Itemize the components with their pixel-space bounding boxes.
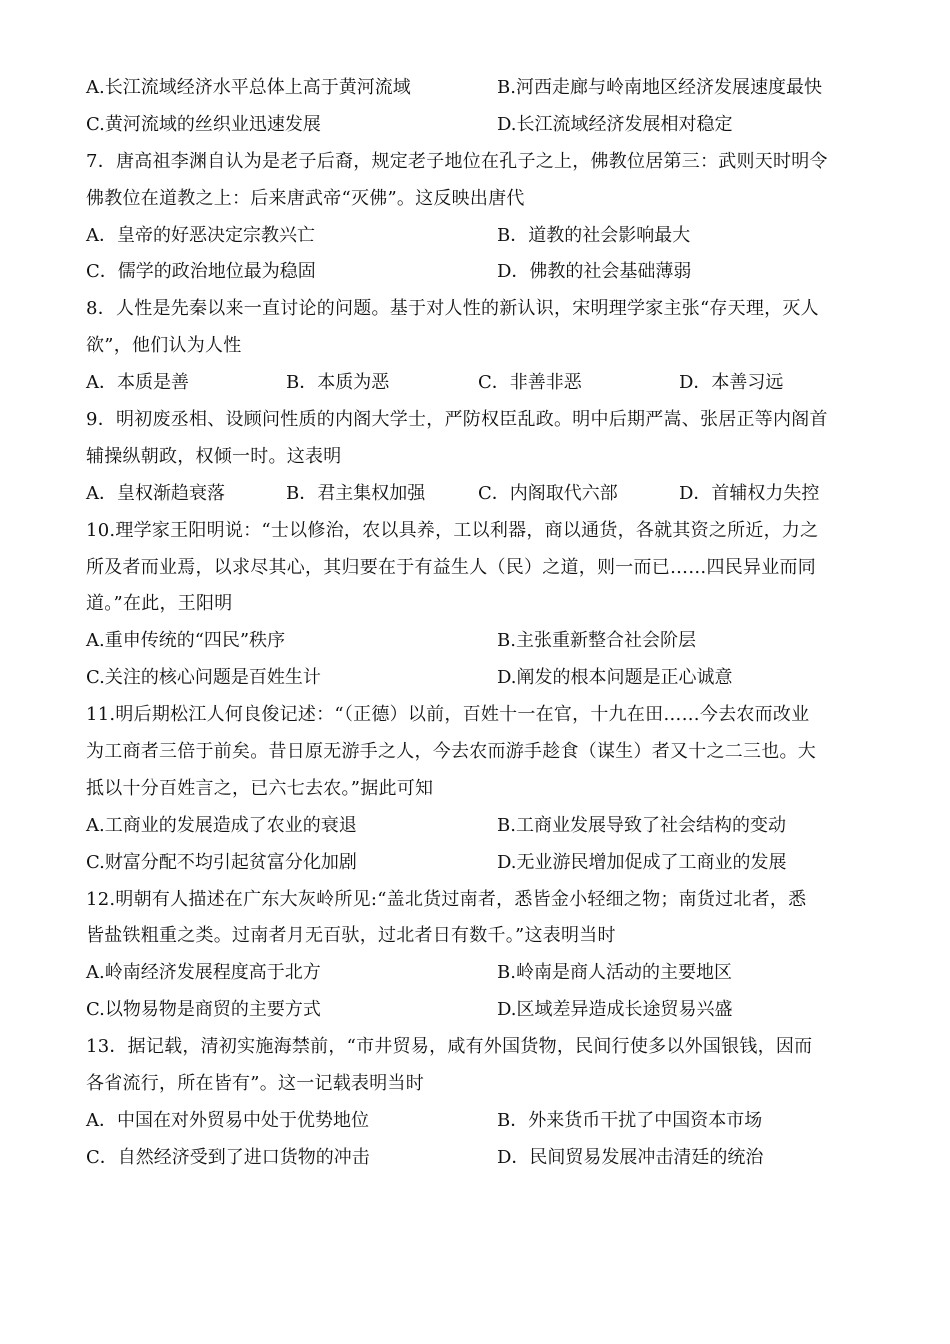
question-text-line: [86, 550, 871, 587]
question-text-line: [86, 328, 871, 365]
answer-options-row: [86, 1140, 871, 1177]
answer-option: C.以物易物是商贸的主要方式: [86, 999, 321, 1021]
exam-page: [86, 70, 871, 1177]
answer-option: D．民间贸易发展冲击清廷的统治: [497, 1146, 764, 1168]
question-text: 13．据记载，清初实施海禁前，“市井贸易，咸有外国货物，民间行使多以外国银钱，因而: [86, 1036, 813, 1058]
answer-option: A．皇权渐趋衰落: [86, 482, 225, 504]
question-text-line: [86, 586, 871, 623]
answer-option: B.主张重新整合社会阶层: [497, 630, 696, 652]
question-text: 欲”，他们认为人性: [86, 335, 242, 357]
answer-option: B．道教的社会影响最大: [497, 224, 691, 246]
answer-options-row: [86, 623, 871, 660]
question-text: 佛教位在道教之上：后来唐武帝“灭佛”。这反映出唐代: [86, 187, 525, 209]
answer-option: A．皇帝的好恶决定宗教兴亡: [86, 224, 315, 246]
answer-option: B．外来货币干扰了中国资本市场: [497, 1109, 763, 1131]
question-text: 8．人性是先秦以来一直讨论的问题。基于对人性的新认识，宋明理学家主张“存天理，灭人: [86, 298, 819, 320]
question-text-line: [86, 734, 871, 771]
answer-option: D.区域差异造成长途贸易兴盛: [497, 999, 733, 1021]
answer-option: B.河西走廊与岭南地区经济发展速度最快: [497, 77, 822, 98]
answer-option: A.工商业的发展造成了农业的衰退: [86, 814, 357, 836]
answer-options-row: [86, 476, 871, 513]
answer-option: A.长江流域经济水平总体上高于黄河流域: [86, 77, 411, 98]
question-text: 11.明后期松江人何良俊记述：“（正德）以前，百姓十一在官，十九在田……今去农而改业: [86, 704, 810, 726]
answer-options-row: [86, 955, 871, 992]
answer-option: A.重申传统的“四民”秩序: [86, 630, 286, 652]
question-text-line: [86, 291, 871, 328]
answer-option: A．中国在对外贸易中处于优势地位: [86, 1109, 369, 1131]
answer-option: C．非善非恶: [478, 372, 582, 394]
question-text: 10.理学家王阳明说：“士以修治，农以具养，工以利器，商以通货，各就其资之所近，力之: [86, 519, 819, 541]
question-text-line: [86, 513, 871, 550]
question-text-line: [86, 697, 871, 734]
question-text: 7．唐高祖李渊自认为是老子后裔，规定老子地位在孔子之上，佛教位居第三：武则天时明令: [86, 150, 828, 172]
question-text-line: [86, 918, 871, 955]
answer-option: C.黄河流域的丝织业迅速发展: [86, 113, 321, 135]
answer-option: B．君主集权加强: [286, 482, 426, 504]
answer-option: D．佛教的社会基础薄弱: [497, 261, 692, 283]
answer-option: A.岭南经济发展程度高于北方: [86, 962, 321, 984]
answer-option: D．本善习远: [679, 372, 784, 394]
question-text: 抵以十分百姓言之，已六七去农。”据此可知: [86, 777, 434, 799]
answer-options-row: [86, 107, 871, 144]
question-text: 辅操纵朝政，权倾一时。这表明: [86, 445, 342, 467]
answer-option: D.阐发的根本问题是正心诚意: [497, 667, 733, 689]
answer-options-row: [86, 1103, 871, 1140]
answer-option: B.工商业发展导致了社会结构的变动: [497, 814, 786, 836]
question-text-line: [86, 882, 871, 919]
answer-options-row: [86, 254, 871, 291]
answer-option: D.无业游民增加促成了工商业的发展: [497, 851, 787, 873]
question-text: 道。”在此，王阳明: [86, 593, 233, 615]
question-text: 9．明初废丞相、设顾问性质的内阁大学士，严防权臣乱政。明中后期严嵩、张居正等内阁首: [86, 409, 828, 431]
answer-options-row: [86, 365, 871, 402]
answer-options-row: [86, 70, 871, 107]
answer-options-row: [86, 660, 871, 697]
answer-options-row: [86, 845, 871, 882]
answer-option: D．首辅权力失控: [679, 482, 820, 504]
answer-option: A．本质是善: [86, 372, 189, 394]
question-text: 为工商者三倍于前矣。昔日原无游手之人，今去农而游手趁食（谋生）者又十之二三也。大: [86, 741, 816, 763]
answer-option: B．本质为恶: [286, 372, 390, 394]
answer-options-row: [86, 218, 871, 255]
answer-option: C.关注的核心问题是百姓生计: [86, 667, 321, 689]
question-text: 皆盐铁粗重之类。过南者月无百驮，过北者日有数千。”这表明当时: [86, 925, 616, 947]
question-text-line: [86, 181, 871, 218]
question-text: 各省流行，所在皆有”。这一记载表明当时: [86, 1073, 424, 1095]
question-text-line: [86, 439, 871, 476]
question-text-line: [86, 1066, 871, 1103]
question-text-line: [86, 402, 871, 439]
answer-options-row: [86, 992, 871, 1029]
answer-option: D.长江流域经济发展相对稳定: [497, 113, 733, 135]
question-text-line: [86, 771, 871, 808]
question-text-line: [86, 144, 871, 181]
answer-option: B.岭南是商人活动的主要地区: [497, 962, 732, 984]
answer-options-row: [86, 808, 871, 845]
question-text: 所及者而业焉，以求尽其心，其归要在于有益生人（民）之道，则一而已……四民异业而同: [86, 556, 816, 578]
answer-option: C．自然经济受到了进口货物的冲击: [86, 1146, 370, 1168]
answer-option: C.财富分配不均引起贫富分化加剧: [86, 851, 357, 873]
question-text: 12.明朝有人描述在广东大灰岭所见:“盖北货过南者，悉皆金小轻细之物；南货过北者，悉: [86, 888, 807, 910]
question-text-line: [86, 1029, 871, 1066]
answer-option: C．内阁取代六部: [478, 482, 618, 504]
answer-option: C．儒学的政治地位最为稳固: [86, 261, 316, 283]
